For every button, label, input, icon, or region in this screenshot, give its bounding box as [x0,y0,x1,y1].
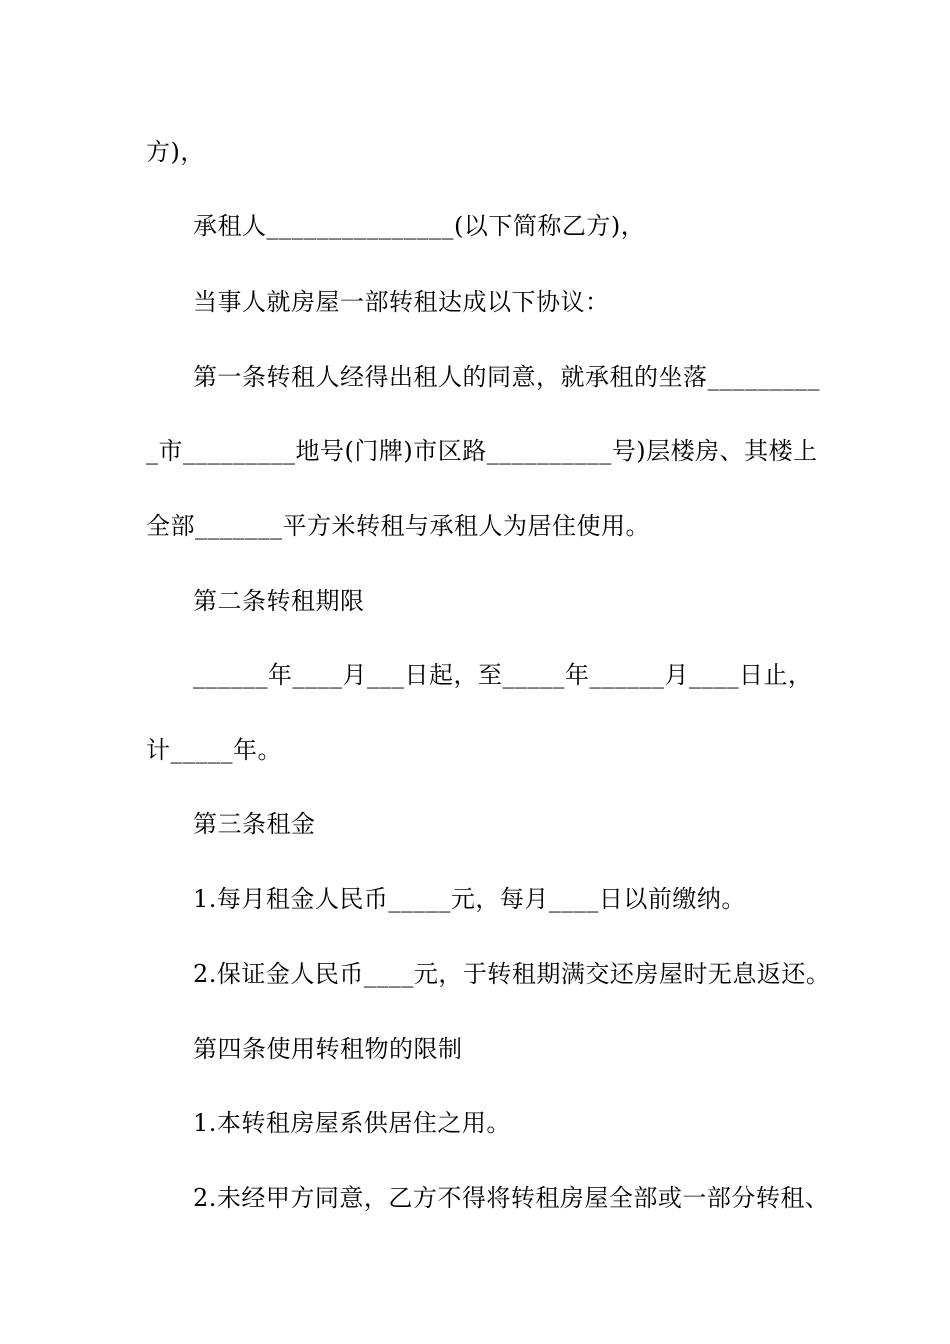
text-line-4: 第一条转租人经得出租人的同意，就承租的坐落_________ [193,363,820,391]
text-line-9: 计_____年。 [146,736,282,764]
text-line-5: _市_________地号(门牌)市区路__________号)层楼房、其楼上 [146,437,818,465]
text-line-11: 1.每月租金人民币_____元，每月____日以前缴纳。 [193,885,746,913]
text-line-13: 第四条使用转租物的限制 [193,1035,463,1063]
text-line-14: 1.本转租房屋系供居住之用。 [193,1109,511,1137]
text-line-15: 2.未经甲方同意，乙方不得将转租房屋全部或一部分转租、 [193,1184,830,1212]
text-line-3: 当事人就房屋一部转租达成以下协议： [193,288,610,316]
text-line-6: 全部_______平方米转租与承租人为居住使用。 [146,512,650,540]
text-line-12: 2.保证金人民币____元，于转租期满交还房屋时无息返还。 [193,960,831,988]
text-line-8: ______年____月___日起，至_____年______月____日止， [193,661,813,689]
text-line-7: 第二条转租期限 [193,587,365,615]
text-line-1: 方)， [146,138,205,166]
text-line-10: 第三条租金 [193,810,316,838]
text-line-2: 承租人_______________(以下简称乙方)， [193,212,646,240]
